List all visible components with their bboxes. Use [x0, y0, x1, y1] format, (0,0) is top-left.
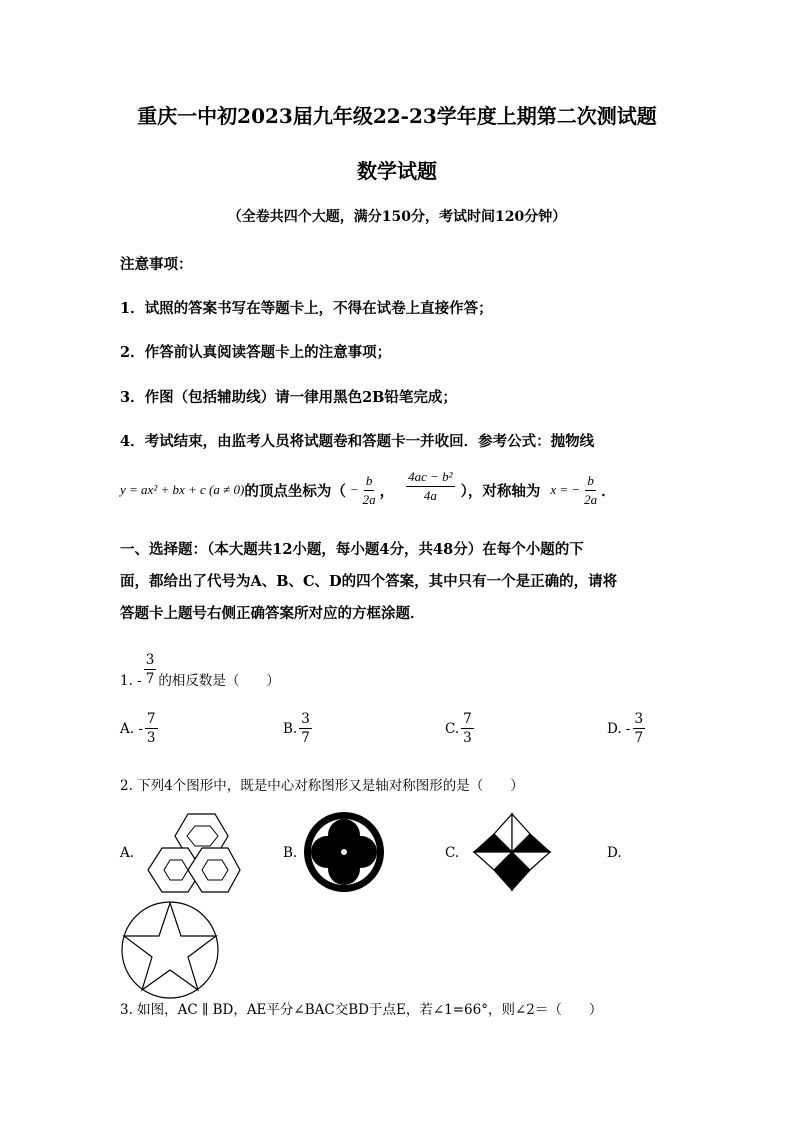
q1-option-c-label: C.	[445, 720, 460, 737]
question-3: 3. 如图，AC ∥ BD，AE平分∠BAC交BD于点E，若∠1=66°，则∠2＝（ ）	[120, 1002, 603, 1018]
q1-option-d-numerator: 3	[634, 711, 644, 727]
formula-line	[120, 465, 616, 515]
q1-option-b-denominator: 7	[301, 730, 310, 746]
q1-option-b[interactable]	[283, 710, 314, 747]
figure-d-star-in-circle[interactable]	[120, 900, 220, 1000]
axis-lhs: x = −	[550, 482, 581, 497]
vertex-label: 的顶点坐标为（	[244, 482, 346, 500]
q2-option-d-label[interactable]: D.	[607, 845, 622, 861]
note-2: 2．作答前认真阅读答题卡上的注意事项；	[120, 344, 392, 361]
vertex-y-numerator: 4ac − b²	[406, 468, 454, 487]
section1-line-1: 一、选择题：（本大题共12小题，每小题4分，共48分）在每个小题的下	[120, 541, 584, 558]
parabola-equation: y = ax² + bx + c (a ≠ 0)	[120, 482, 245, 497]
axis-fraction	[582, 472, 599, 509]
q2-option-b-label[interactable]: B.	[283, 845, 298, 861]
q1-option-a-label: A. -	[120, 720, 143, 737]
note-3: 3．作图（包括辅助线）请一律用黑色2B铅笔完成；	[120, 389, 457, 406]
figure-a-hexagon-knot[interactable]	[140, 812, 240, 892]
axis-numerator: b	[585, 472, 596, 491]
q1-option-d[interactable]	[607, 710, 647, 747]
vertex-y-denominator: 4a	[423, 487, 437, 503]
section1-line-2: 面，都给出了代号为A、B、C、D的四个答案，其中只有一个是正确的，请将	[120, 573, 618, 590]
q1-option-a-fraction	[145, 710, 158, 747]
question-2: 2. 下列4个图形中，既是中心对称图形又是轴对称图形的是（ ）	[120, 778, 524, 794]
q1-option-d-label: D. -	[607, 720, 631, 737]
q1-option-c-fraction	[461, 710, 474, 747]
q1-numerator: 3	[145, 652, 155, 668]
q2-option-c-label[interactable]: C.	[445, 845, 460, 861]
q1-option-c[interactable]	[445, 710, 476, 747]
note-1: 1．试照的答案书写在等题卡上，不得在试卷上直接作答；	[120, 300, 493, 317]
vertex-x-sign: −	[349, 482, 359, 497]
q1-option-b-numerator: 3	[301, 711, 310, 727]
exam-info: （全卷共四个大题，满分150分，考试时间120分钟）	[227, 209, 567, 225]
vertex-x-numerator: b	[364, 472, 375, 491]
subject-title: 数学试题	[357, 159, 437, 183]
notes-heading: 注意事项：	[120, 256, 193, 273]
axis-denominator: 2a	[584, 491, 598, 507]
vertex-comma: ，	[379, 482, 395, 500]
q1-suffix: 的相反数是（ ）	[158, 673, 280, 689]
q1-option-d-fraction	[633, 710, 646, 747]
section1-line-3: 答题卡上题号右侧正确答案所对应的方框涂题．	[120, 605, 425, 622]
q1-option-a[interactable]	[120, 710, 160, 747]
vertex-x-denominator: 2a	[362, 491, 376, 507]
axis-label: ），对称轴为	[460, 482, 541, 500]
q1-option-b-fraction	[299, 710, 312, 747]
q1-option-c-numerator: 7	[463, 711, 472, 727]
figure-c-pinwheel[interactable]	[470, 810, 554, 894]
q1-option-a-numerator: 7	[146, 711, 156, 727]
q1-option-a-denominator: 3	[146, 730, 156, 746]
formula-end: ．	[601, 482, 616, 500]
exam-title: 重庆一中初2023届九年级22-23学年度上期第二次测试题	[137, 104, 657, 128]
q1-denominator: 7	[145, 671, 155, 687]
note-4: 4．考试结束，由监考人员将试题卷和答题卡一并收回．参考公式：抛物线	[120, 433, 595, 450]
figure-b-circle-flower[interactable]	[302, 810, 386, 894]
q1-option-d-denominator: 7	[634, 730, 644, 746]
q1-fraction	[144, 651, 157, 688]
q2-option-a-label[interactable]: A.	[120, 845, 135, 861]
vertex-y-fraction	[406, 468, 454, 505]
question-1	[120, 644, 280, 690]
q1-prefix: 1. -	[120, 673, 142, 689]
vertex-x-fraction	[361, 472, 378, 509]
q1-option-c-denominator: 3	[463, 730, 472, 746]
q1-option-b-label: B.	[283, 720, 298, 737]
